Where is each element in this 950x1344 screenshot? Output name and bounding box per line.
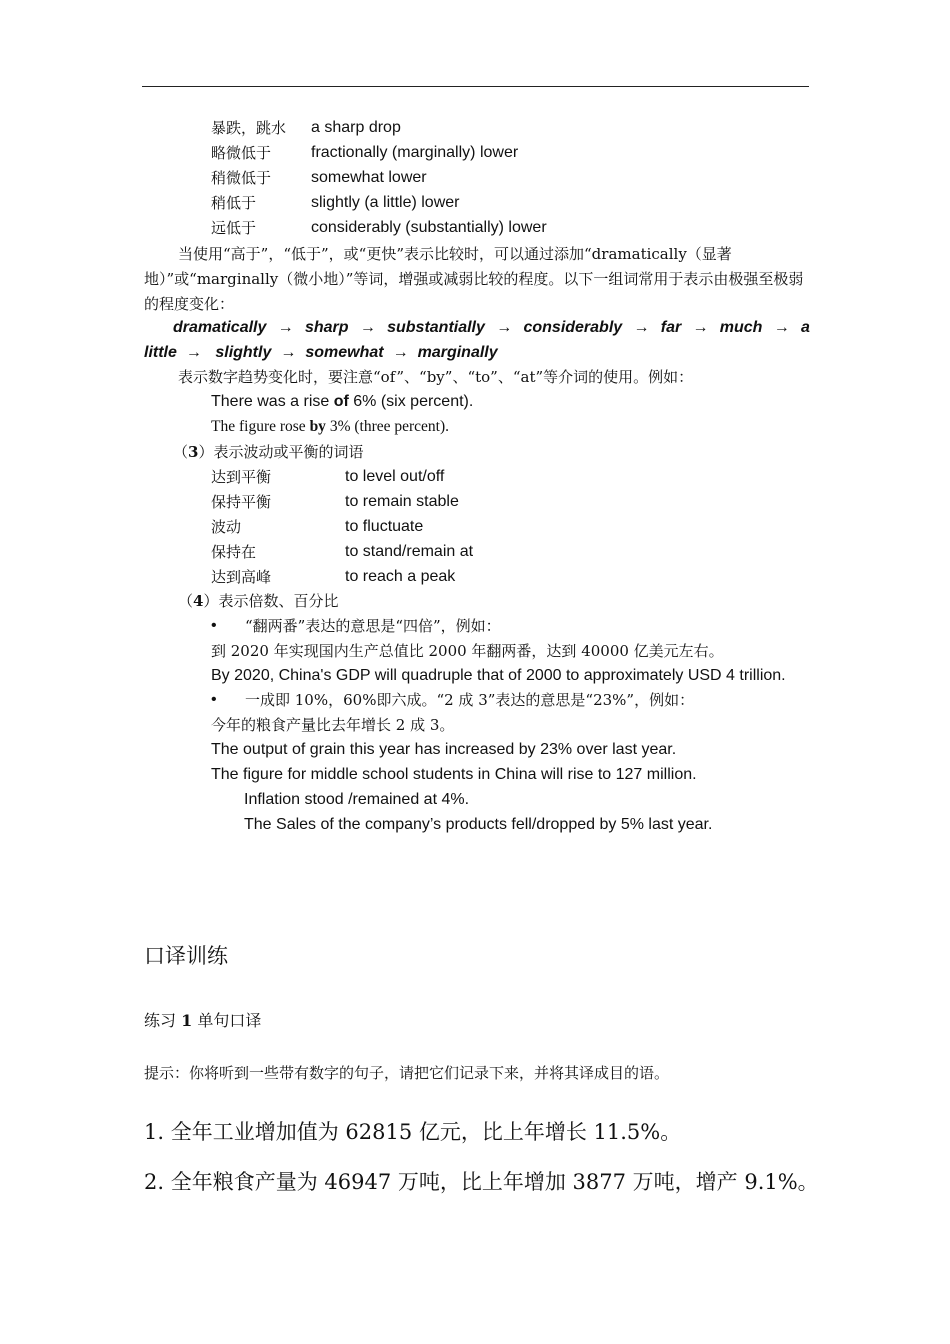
text: The figure rose [211, 418, 310, 435]
section-title: ）表示倍数、百分比 [203, 592, 339, 610]
arrow-icon: → [280, 344, 297, 361]
arrow-icon: → [392, 344, 409, 361]
preposition-note: 表示数字趋势变化时，要注意“of”、“by”、“to”、“at”等介词的使用。例如： [178, 368, 694, 386]
degree-word: somewhat [305, 344, 384, 361]
section-4-title [178, 591, 338, 611]
term-cn: 稍微低于 [211, 169, 272, 187]
example-en: The output of grain this year has increased by 23% over last year. [211, 741, 677, 758]
arrow-icon: → [359, 319, 376, 336]
degree-word: little [144, 344, 177, 361]
example-en: The figure for middle school students in China will rise to 127 million. [211, 766, 697, 783]
section-number: 4 [193, 592, 204, 610]
arrow-icon: → [633, 319, 650, 336]
degree-word: considerably [523, 319, 623, 336]
section-heading: 口译训练 [144, 944, 228, 968]
example-cn: 今年的粮食产量比去年增长 2 成 3。 [211, 716, 455, 734]
degree-word: dramatically [173, 319, 267, 336]
text: 练习 [144, 1011, 182, 1030]
bullet-icon: • [211, 691, 217, 708]
term-cn: 达到高峰 [211, 568, 272, 586]
example-cn: 到 2020 年实现国内生产总值比 2000 年翻两番，达到 40000 亿美元左右。 [211, 642, 724, 660]
example-en: By 2020, China's GDP will quadruple that of 2000 to approximately USD 4 trillion. [211, 667, 786, 684]
term-en: to stand/remain at [345, 543, 474, 560]
term-en: slightly (a little) lower [311, 194, 460, 211]
paren: （ [178, 592, 194, 610]
term-en: somewhat lower [311, 169, 427, 186]
term-en: fractionally (marginally) lower [311, 144, 519, 161]
header-rule [142, 86, 809, 87]
term-en: to fluctuate [345, 518, 424, 535]
term-en: to reach a peak [345, 568, 456, 585]
text: 6% (six percent). [348, 393, 474, 410]
exercise-number: 1 [181, 1011, 193, 1030]
term-cn: 略微低于 [211, 144, 272, 162]
example-of [211, 392, 473, 412]
section-3-title [173, 442, 363, 462]
term-cn: 保持在 [211, 543, 257, 561]
paren: （ [173, 443, 189, 461]
bullet-icon: • [211, 617, 217, 634]
arrow-icon: → [692, 319, 709, 336]
term-en: a sharp drop [311, 119, 401, 136]
practice-item: 2. 全年粮食产量为 46947 万吨，比上年增加 3877 万吨，增产 9.1%。 [144, 1170, 819, 1194]
bold-word: by [309, 418, 326, 435]
arrow-icon: → [773, 319, 790, 336]
term-cn: 波动 [211, 518, 242, 536]
section-number: 3 [188, 443, 199, 461]
practice-item: 1. 全年工业增加值为 62815 亿元，比上年增长 11.5%。 [144, 1120, 682, 1144]
term-cn: 暴跌，跳水 [211, 119, 287, 137]
term-cn: 达到平衡 [211, 468, 272, 486]
degree-word: slightly [215, 344, 272, 361]
degree-word: far [660, 319, 682, 336]
term-cn: 远低于 [211, 219, 257, 237]
term-en: to level out/off [345, 468, 445, 485]
term-en: considerably (substantially) lower [311, 219, 547, 236]
degree-words-line-2 [144, 343, 498, 363]
bullet-text: 一成即 10%，60%即六成。“2 成 3”表达的意思是“23%”，例如： [245, 691, 695, 709]
arrow-icon: → [496, 319, 513, 336]
degree-word: a [800, 319, 810, 336]
degree-words-line-1 [173, 318, 810, 338]
term-cn: 稍低于 [211, 194, 257, 212]
hint-text: 提示：你将听到一些带有数字的句子，请把它们记录下来，并将其译成目的语。 [144, 1064, 670, 1082]
term-cn: 保持平衡 [211, 493, 272, 511]
degree-word: marginally [417, 344, 498, 361]
text: There was a rise [211, 393, 334, 410]
text: 3% (three percent). [325, 418, 450, 435]
term-en: to remain stable [345, 493, 459, 510]
example-by [211, 417, 449, 437]
exercise-title [144, 1011, 261, 1031]
degree-word: much [719, 319, 763, 336]
example-en: Inflation stood /remained at 4%. [244, 791, 470, 808]
arrow-icon: → [185, 344, 202, 361]
comparison-paragraph: 当使用“高于”，“低于”，或“更快”表示比较时，可以通过添加“dramatically（显著地）”或“marginally（微小地）”等词，增强或减弱比较的程度。以下一组词常用于表示由极强至极弱的程度变化： [144, 245, 804, 313]
degree-word: substantially [387, 319, 485, 336]
bold-word: of [333, 393, 349, 410]
bullet-text: “翻两番”表达的意思是“四倍”，例如： [245, 617, 501, 635]
degree-word: sharp [304, 319, 349, 336]
text: 单句口译 [192, 1011, 262, 1030]
section-title: ）表示波动或平衡的词语 [198, 443, 364, 461]
example-en: The Sales of the company’s products fell/dropped by 5% last year. [244, 816, 713, 833]
arrow-icon: → [277, 319, 294, 336]
